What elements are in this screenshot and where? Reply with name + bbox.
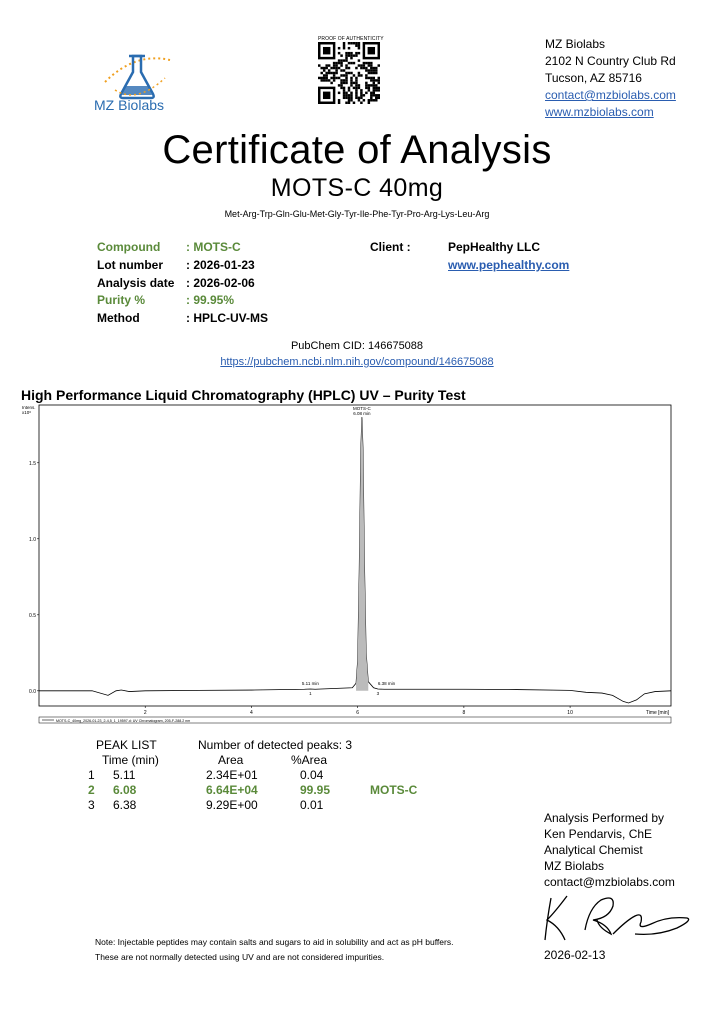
qr-label: PROOF OF AUTHENTICITY: [318, 36, 384, 42]
pubchem-cid: PubChem CID: 146675088: [290, 340, 424, 352]
peak-time: 6.08: [113, 783, 137, 797]
col-header-area: Area: [218, 753, 244, 767]
client-website-link[interactable]: www.pephealthy.com: [448, 258, 570, 272]
y-axis-label: Intens.: [22, 405, 36, 410]
col-header-pct: %Area: [291, 753, 328, 767]
peak-pct-area: 99.95: [300, 783, 331, 797]
analyst-name: Ken Pendarvis, ChE: [544, 827, 653, 841]
x-tick-label: 6: [356, 710, 360, 716]
lab-email-link[interactable]: contact@mzbiolabs.com: [545, 88, 676, 102]
peak-area: 6.64E+04: [206, 783, 258, 797]
info-value: : 2026-01-23: [186, 258, 255, 272]
footnote-line: These are not normally detected using UV and are not considered impurities.: [95, 952, 385, 962]
peptide-sequence: Met-Arg-Trp-Gln-Glu-Met-Gly-Tyr-Ile-Phe-Tyr-Pro-Arg-Lys-Leu-Arg: [224, 209, 490, 219]
y-tick-label: 1.0: [29, 536, 36, 543]
qr-code-icon[interactable]: [318, 42, 380, 104]
lab-address: [545, 36, 676, 121]
footnote-line: Note: Injectable peptides may contain salts and sugars to aid in solubility and act as pH buffers.: [95, 937, 454, 947]
peak-label: 5.11 min: [301, 680, 319, 686]
info-value: : 2026-02-06: [186, 276, 255, 290]
uv-trace-line: [39, 417, 671, 703]
pubchem-link[interactable]: https://pubchem.ncbi.nlm.nih.gov/compound/146675088: [220, 356, 494, 368]
legend-text: MOTS-C_40mg_2026-01-23_2-4,5_1_19597.d: UV Chromatogram, 205-F-288.2 nm: [56, 719, 191, 723]
info-key: Method: [97, 311, 140, 325]
peak-number-label: 3: [376, 690, 380, 696]
logo-text: MZ Biolabs: [94, 97, 165, 113]
info-value: : HPLC-UV-MS: [186, 311, 268, 325]
y-tick-label: 1.5: [29, 460, 36, 467]
analyst-block: [544, 810, 675, 890]
peak-pct-area: 0.01: [300, 798, 324, 812]
peak-time: 5.11: [113, 768, 136, 782]
x-tick-label: 2: [143, 710, 147, 716]
info-value: : 99.95%: [186, 293, 235, 307]
x-tick-label: 4: [250, 710, 253, 716]
address-line: Tucson, AZ 85716: [545, 71, 642, 85]
peak-time-label: 6.08 min: [353, 411, 371, 417]
lab-website-link[interactable]: www.mzbiolabs.com: [545, 105, 654, 119]
peak-compound-name: MOTS-C: [370, 783, 418, 797]
pubchem-link-wrap: [0, 356, 714, 368]
info-key: Purity %: [97, 293, 146, 307]
peak-number: 1: [88, 768, 95, 782]
peak-number-label: 1: [309, 690, 312, 696]
plot-frame: [39, 405, 671, 706]
peak-number: 2: [88, 783, 95, 797]
product-name: MOTS-C 40mg: [270, 174, 444, 202]
peak-label: 6.38 min: [377, 680, 396, 686]
x-tick-label: 8: [462, 710, 466, 716]
peak-number: 3: [88, 798, 95, 812]
col-header-time: Time (min): [102, 753, 159, 767]
document-title: Certificate of Analysis: [162, 128, 552, 172]
address-line: 2102 N Country Club Rd: [545, 54, 676, 68]
peak-label: MOTS-C: [353, 406, 371, 412]
signature-icon: [537, 890, 697, 948]
x-axis-label: Time [min]: [645, 710, 669, 716]
peak-pct-area: 0.04: [300, 768, 324, 782]
info-key: Analysis date: [97, 276, 175, 290]
analyst-email: contact@mzbiolabs.com: [544, 875, 675, 889]
info-key: Lot number: [97, 258, 163, 272]
hplc-heading: High Performance Liquid Chromatography (HPLC) UV – Purity Test: [21, 387, 466, 403]
analyst-org: MZ Biolabs: [544, 859, 605, 873]
signature-date: 2026-02-13: [544, 948, 606, 962]
y-axis-exponent: x10⁶: [22, 410, 32, 415]
analyst-line: Analysis Performed by: [544, 811, 665, 825]
peak-area: 2.34E+01: [206, 768, 258, 782]
peak-area: 9.29E+00: [206, 798, 258, 812]
info-key: Compound: [97, 240, 161, 254]
x-tick-label: 10: [567, 710, 573, 716]
client-label: Client :: [370, 240, 411, 254]
footnote: [95, 935, 453, 965]
client-name: PepHealthy LLC: [448, 240, 541, 254]
address-line: MZ Biolabs: [545, 37, 606, 51]
hplc-chromatogram: [21, 402, 673, 724]
peak-list-title: PEAK LIST: [96, 738, 157, 752]
peak-time: 6.38: [113, 798, 137, 812]
analyst-title: Analytical Chemist: [544, 843, 643, 857]
y-tick-label: 0.5: [29, 612, 36, 619]
info-value: : MOTS-C: [186, 240, 241, 254]
detected-peaks-count: Number of detected peaks: 3: [198, 738, 353, 752]
y-tick-label: 0.0: [29, 688, 36, 695]
